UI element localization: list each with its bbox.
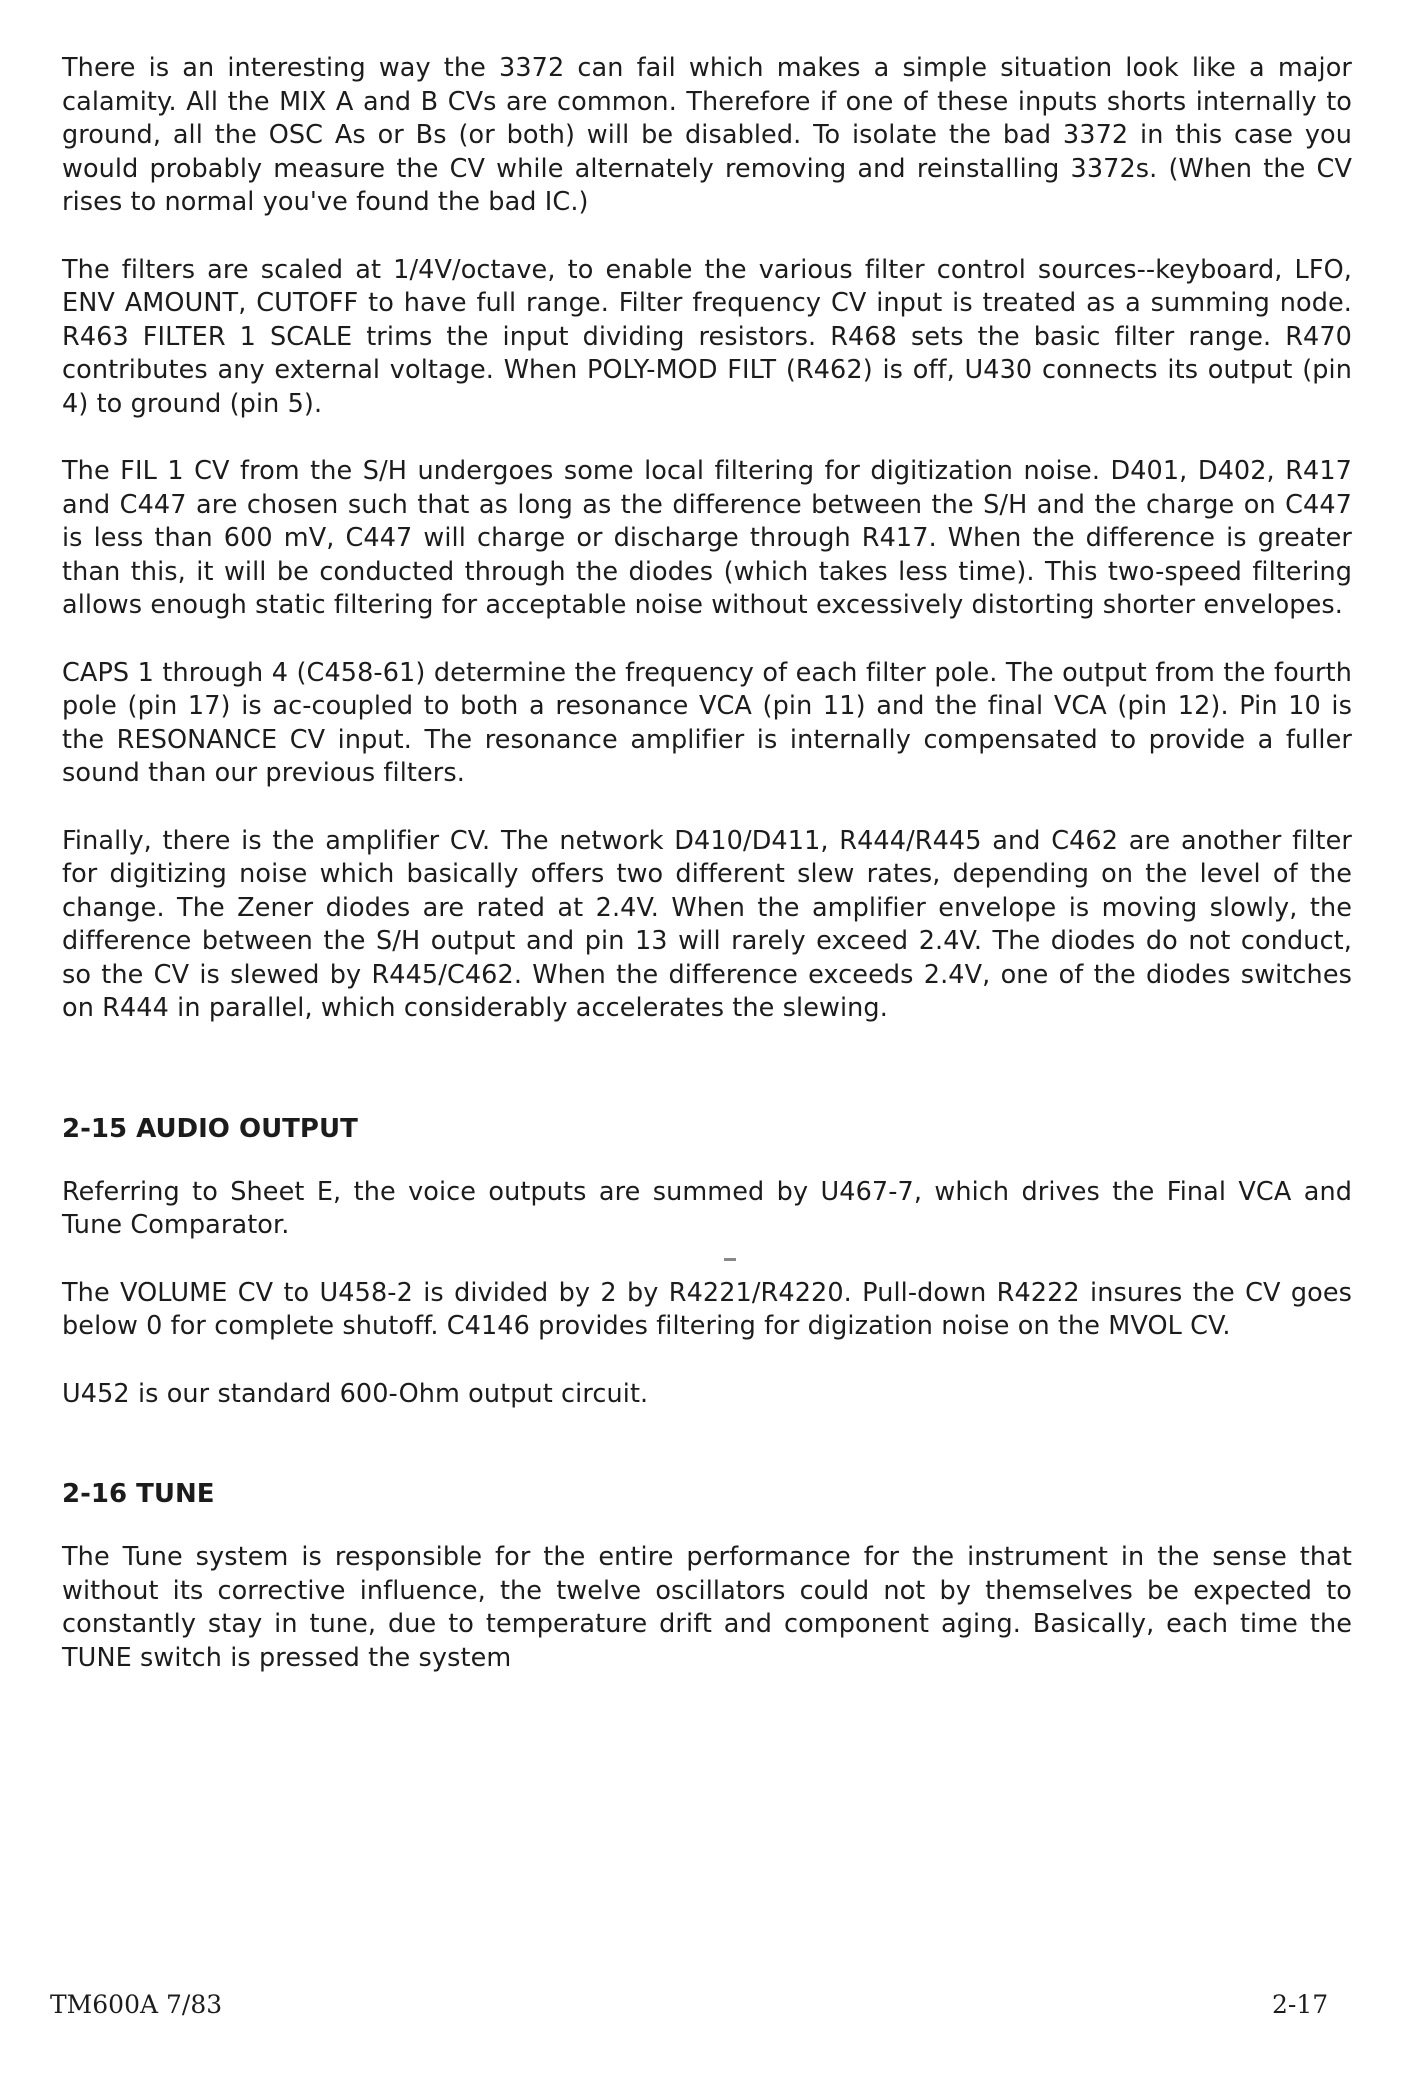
- paragraph-output-circuit: U452 is our standard 600-Ohm output circuit.: [62, 1378, 649, 1409]
- paragraph-fil1-cv-filtering: The FIL 1 CV from the S/H undergoes some local filtering for digitization noise. D401, D402, R417 and C447 are chosen such that as long as the difference between the S/H and the charge on C447 is less than 600 mV, C447 will charge or discharge through R417. When the difference is greater than this, it will be conducted through the diodes (which takes less time). This two-speed filtering allows enough static filtering for acceptable noise without excessively distorting shorter envelopes.: [62, 456, 1352, 620]
- heading-audio-output: 2-15 AUDIO OUTPUT: [62, 1113, 358, 1144]
- page-content: [62, 52, 1352, 1709]
- paragraph-volume-cv: The VOLUME CV to U458-2 is divided by 2 by R4221/R4220. Pull-down R4222 insures the CV goes below 0 for complete shutoff. C4146 provides filtering for digization noise on the MVOL CV.: [62, 1277, 1352, 1341]
- paragraph-filter-caps: CAPS 1 through 4 (C458-61) determine the frequency of each filter pole. The output from the fourth pole (pin 17) is ac-coupled to both a resonance VCA (pin 11) and the final VCA (pin 12). Pin 10 is the RESONANCE CV input. The resonance amplifier is internally compensated to provide a fuller sound than our previous filters.: [62, 657, 1352, 788]
- footer-document-id: TM600A 7/83: [50, 1990, 223, 2019]
- paragraph-mix-cv-failure: There is an interesting way the 3372 can fail which makes a simple situation look like a major calamity. All the MIX A and B CVs are common. Therefore if one of these inputs shorts internally to ground, all the OSC As or Bs (or both) will be disabled. To isolate the bad 3372 in this case you would probably measure the CV while alternately removing and reinstalling 3372s. (When the CV rises to normal you've found the bad IC.): [62, 53, 1352, 217]
- footer-page-number: 2-17: [1272, 1990, 1329, 2019]
- heading-tune: 2-16 TUNE: [62, 1479, 215, 1509]
- paragraph-amplifier-cv: Finally, there is the amplifier CV. The network D410/D411, R444/R445 and C462 are another filter for digitizing noise which basically offers two different slew rates, depending on the level of the change. The Zener diodes are rated at 2.4V. When the amplifier envelope is moving slowly, the difference between the S/H output and pin 13 will rarely exceed 2.4V. The diodes do not conduct, so the CV is slewed by R445/C462. When the difference exceeds 2.4V, one of the diodes switches on R444 in parallel, which considerably accelerates the slewing.: [62, 825, 1352, 1023]
- paragraph-audio-summing: Referring to Sheet E, the voice outputs are summed by U467-7, which drives the Final VCA and Tune Comparator.: [62, 1176, 1352, 1240]
- paragraph-tune-system: The Tune system is responsible for the entire performance for the instrument in the sense that without its corrective influence, the twelve oscillators could not by themselves be expected to constantly stay in tune, due to temperature drift and component aging. Basically, each time the TUNE switch is pressed the system: [62, 1542, 1352, 1673]
- paragraph-filter-scaling: The filters are scaled at 1/4V/octave, to enable the various filter control sources--keyboard, LFO, ENV AMOUNT, CUTOFF to have full range. Filter frequency CV input is treated as a summing node. R463 FILTER 1 SCALE trims the input dividing resistors. R468 sets the basic filter range. R470 contributes any external voltage. When POLY-MOD FILT (R462) is off, U430 connects its output (pin 4) to ground (pin 5).: [62, 254, 1352, 419]
- stray-mark: [724, 1258, 736, 1261]
